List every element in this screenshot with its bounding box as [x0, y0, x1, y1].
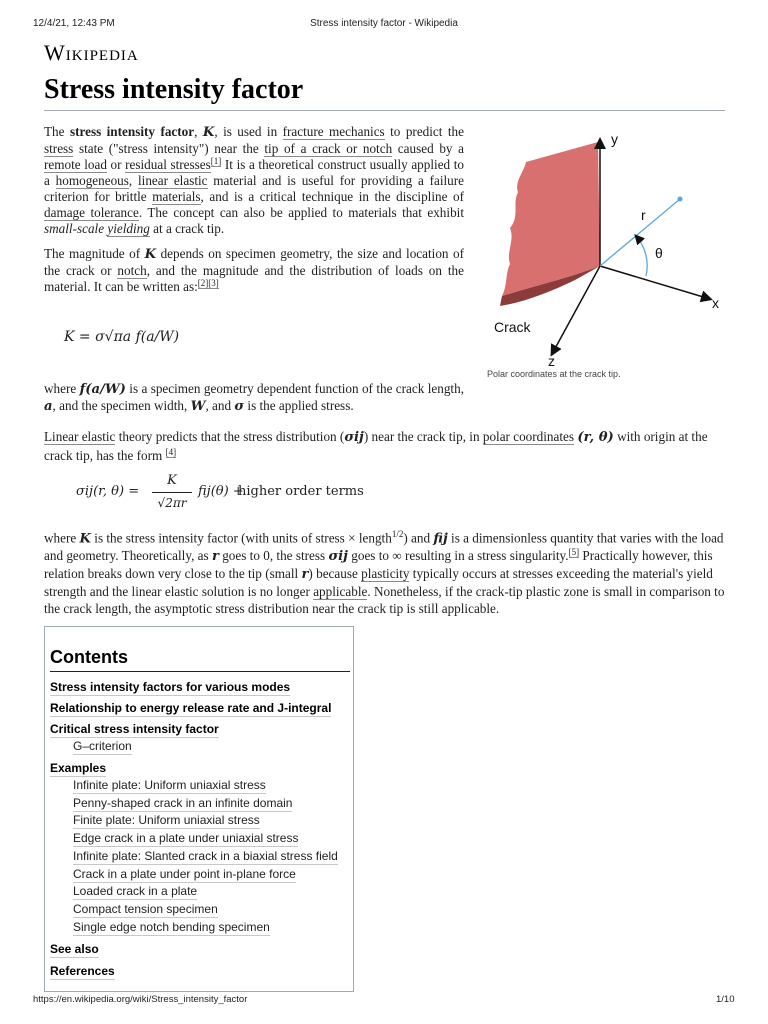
link-applicable[interactable]: applicable	[313, 584, 368, 600]
toc-item-see-also[interactable]: See also	[50, 942, 99, 956]
toc-item-senb[interactable]: Single edge notch bending specimen	[73, 920, 270, 934]
toc-item-penny-shaped-crack[interactable]: Penny-shaped crack in an infinite domain	[73, 796, 293, 810]
link-damage-tolerance[interactable]: damage tolerance	[44, 205, 139, 220]
print-page-number: 1/10	[716, 994, 735, 1005]
link-homogeneous[interactable]: homogeneous	[55, 173, 129, 188]
r-ray	[600, 199, 680, 266]
label-z: z	[548, 353, 555, 369]
ref-1[interactable]: [1]	[210, 155, 222, 166]
equation-stress-field	[76, 472, 436, 518]
x-axis-line	[600, 266, 710, 299]
link-crack-tip[interactable]: tip of a crack or notch	[264, 141, 393, 156]
paragraph-singularity: where K is the stress intensity factor (with units of stress × length$^{1/2}$) and fij is a dimensionless quantity that varies with the load and geometry. Theoretically, as r goes to 0, the stress σij goes to ∞ resulting in a stress singularity.[5] Practically however, this relation breaks down very close to the tip (small r) because plasticity typically occurs at stresses exceeding the material's yield strength and the linear elastic solution is no longer applicable. Nonetheless, if the crack-tip plastic zone is small in comparison to the crack length, the asymptotic stress distribution near the crack tip is still applicable.	[44, 529, 725, 617]
eq-numerator: K	[167, 473, 177, 488]
figure-caption: Polar coordinates at the crack tip.	[487, 369, 621, 379]
theta-arc	[636, 236, 647, 276]
ref-3[interactable]: [3]	[208, 277, 219, 288]
toc-title: Contents	[50, 647, 128, 667]
link-yielding[interactable]: yielding	[107, 221, 150, 236]
toc-item-compact-tension[interactable]: Compact tension specimen	[73, 902, 218, 916]
toc-item-energy-release[interactable]: Relationship to energy release rate and J-integral	[50, 701, 332, 715]
print-datetime: 12/4/21, 12:43 PM	[33, 18, 115, 29]
r-ray-endpoint	[678, 197, 683, 202]
link-residual-stresses[interactable]: residual stresses	[125, 157, 211, 172]
ref-5[interactable]: [5]	[568, 547, 580, 557]
paragraph-geometry-function: where f(a/W) is a specimen geometry dependent function of the crack length, a, and the specimen width, W, and σ is the applied stress.	[44, 381, 464, 414]
link-stress[interactable]: stress	[44, 141, 74, 156]
link-linear-elastic-theory[interactable]: Linear elastic	[44, 429, 116, 444]
toc-item-infinite-plate-uniaxial[interactable]: Infinite plate: Uniform uniaxial stress	[73, 778, 266, 792]
wikipedia-logo[interactable]: Wikipedia	[44, 40, 139, 65]
label-theta: θ	[655, 245, 663, 261]
toc-item-critical-sif[interactable]: Critical stress intensity factor	[50, 722, 219, 736]
link-linear-elastic[interactable]: linear elastic	[138, 173, 208, 188]
toc-item-point-force[interactable]: Crack in a plate under point in-plane force	[73, 867, 296, 881]
eq-higher-order: higher order terms	[238, 484, 364, 499]
eq-denominator: √2πr	[157, 496, 187, 510]
link-polar-coordinates[interactable]: polar coordinates	[482, 429, 575, 444]
crack-diagram	[480, 124, 740, 370]
toc-item-examples[interactable]: Examples	[50, 761, 107, 775]
link-materials[interactable]: materials	[152, 189, 201, 204]
crack-tip-figure[interactable]	[480, 124, 740, 370]
equation-k: K = σ√πa f(a/W)	[64, 329, 180, 345]
print-page-title: Stress intensity factor - Wikipedia	[310, 18, 458, 29]
eq-rhs: fij(θ) +	[198, 484, 244, 499]
ref-2[interactable]: [2]	[197, 277, 209, 288]
paragraph-stress-distribution: Linear elastic theory predicts that the stress distribution (σij) near the crack tip, in polar coordinates (r, θ) with origin at the crack tip, has the form [4]	[44, 429, 708, 463]
ref-4[interactable]: [4]	[165, 446, 177, 457]
label-r: r	[641, 207, 646, 223]
article-title: Stress intensity factor	[44, 74, 304, 105]
label-y: y	[611, 131, 618, 147]
table-of-contents	[44, 626, 354, 992]
toc-item-loaded-crack[interactable]: Loaded crack in a plate	[73, 884, 198, 898]
link-plasticity[interactable]: plasticity	[361, 566, 410, 582]
print-url: https://en.wikipedia.org/wiki/Stress_intensity_factor	[33, 994, 248, 1005]
intro-paragraph-2: The magnitude of K depends on specimen geometry, the size and location of the crack or notch, and the magnitude and the distribution of loads on the material. It can be written as:[2][3]	[44, 246, 464, 294]
toc-item-edge-crack[interactable]: Edge crack in a plate under uniaxial stress	[73, 831, 299, 845]
toc-item-slanted-crack[interactable]: Infinite plate: Slanted crack in a biaxial stress field	[73, 849, 338, 863]
link-remote-load[interactable]: remote load	[44, 157, 107, 172]
link-notch[interactable]: notch	[117, 263, 147, 278]
title-divider	[44, 110, 725, 111]
toc-divider	[50, 671, 350, 672]
eq-lhs: σij(r, θ) =	[76, 484, 140, 499]
eq-fraction-bar	[152, 492, 192, 493]
toc-item-finite-plate[interactable]: Finite plate: Uniform uniaxial stress	[73, 813, 260, 827]
link-fracture-mechanics[interactable]: fracture mechanics	[282, 124, 385, 139]
toc-item-g-criterion[interactable]: G–criterion	[73, 739, 132, 753]
toc-item-modes[interactable]: Stress intensity factors for various modes	[50, 680, 291, 694]
intro-paragraph-1: The stress intensity factor, K, is used in fracture mechanics to predict the stress state ("stress intensity") near the tip of a crack or notch caused by a remote load or residual stresses[1] It is a theoretical construct usually applied to a homogeneous, linear elastic material and is useful for providing a failure criterion for brittle materials, and is a critical technique in the discipline of damage tolerance. The concept can also be applied to materials that exhibit small-scale yielding at a crack tip.	[44, 124, 465, 236]
label-crack: Crack	[494, 319, 531, 335]
label-x: x	[712, 295, 719, 311]
toc-item-references[interactable]: References	[50, 964, 115, 978]
